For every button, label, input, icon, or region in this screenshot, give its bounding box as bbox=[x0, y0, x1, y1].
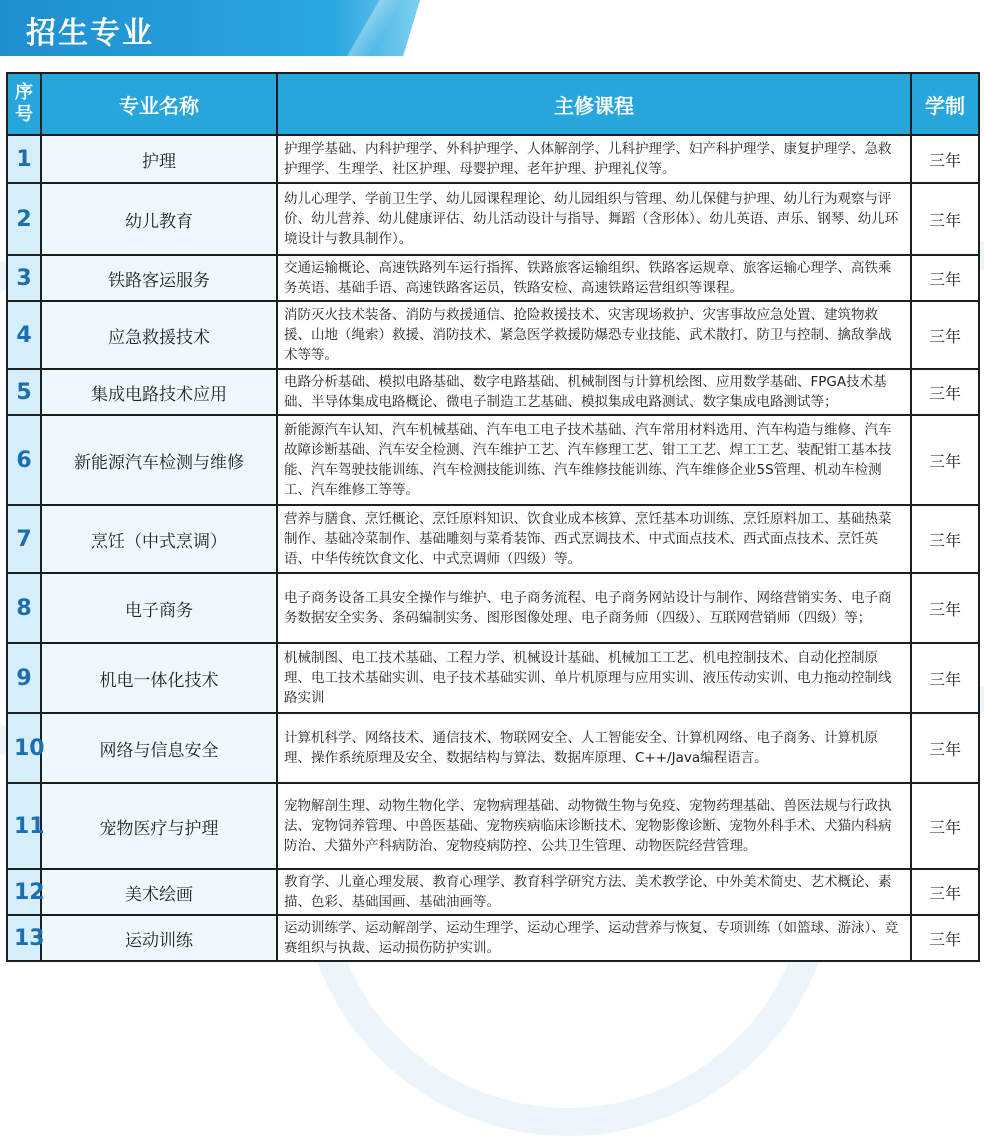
row-number: 11 bbox=[7, 783, 41, 869]
table-header-row bbox=[7, 73, 979, 135]
table-row bbox=[7, 713, 979, 783]
major-name: 新能源汽车检测与维修 bbox=[41, 415, 277, 505]
major-name: 运动训练 bbox=[41, 915, 277, 961]
course-list: 宠物解剖生理、动物生物化学、宠物病理基础、动物微生物与免疫、宠物药理基础、兽医法规与行政执法、宠物饲养管理、中兽医基础、宠物疾病临床诊断技术、宠物影像诊断、宠物外科手术、犬猫内科病防治、犬猫外产科病防治、宠物疫病防控、公共卫生管理、动物医院经营管理。 bbox=[277, 783, 911, 869]
header-courses: 主修课程 bbox=[277, 73, 911, 135]
table-row bbox=[7, 255, 979, 301]
course-list: 消防灭火技术装备、消防与救援通信、抢险救援技术、灾害现场救护、灾害事故应急处置、建筑物救援、山地（绳索）救援、消防技术、紧急医学救援防爆恐专业技能、武术散打、防卫与控制、擒敌拳战术等等。 bbox=[277, 301, 911, 369]
table-row bbox=[7, 415, 979, 505]
row-number: 2 bbox=[7, 183, 41, 255]
table-row bbox=[7, 183, 979, 255]
row-number: 1 bbox=[7, 135, 41, 183]
course-list: 幼儿心理学、学前卫生学、幼儿园课程理论、幼儿园组织与管理、幼儿保健与护理、幼儿行为观察与评价、幼儿营养、幼儿健康评估、幼儿活动设计与指导、舞蹈（含形体）、幼儿英语、声乐、钢琴、幼儿环境设计与教具制作）。 bbox=[277, 183, 911, 255]
course-list: 电路分析基础、模拟电路基础、数字电路基础、机械制图与计算机绘图、应用数学基础、FPGA技术基础、半导体集成电路概论、微电子制造工艺基础、模拟集成电路测试、数字集成电路测试等； bbox=[277, 369, 911, 415]
major-name: 幼儿教育 bbox=[41, 183, 277, 255]
table-row bbox=[7, 643, 979, 713]
banner-accent bbox=[330, 0, 420, 56]
course-list: 营养与膳食、烹饪概论、烹饪原料知识、饮食业成本核算、烹饪基本功训练、烹饪原料加工、基础热菜制作、基础冷菜制作、基础雕刻与菜肴装饰、西式烹调技术、中式面点技术、西式面点技术、烹饪英语、中华传统饮食文化、中式烹调师（四级）等。 bbox=[277, 505, 911, 573]
table-row bbox=[7, 135, 979, 183]
duration: 三年 bbox=[911, 915, 979, 961]
table-row bbox=[7, 915, 979, 961]
major-name: 宠物医疗与护理 bbox=[41, 783, 277, 869]
course-list: 机械制图、电工技术基础、工程力学、机械设计基础、机械加工工艺、机电控制技术、自动化控制原理、电工技术基础实训、电子技术基础实训、单片机原理与应用实训、液压传动实训、电力拖动控制线路实训 bbox=[277, 643, 911, 713]
duration: 三年 bbox=[911, 135, 979, 183]
table-row bbox=[7, 301, 979, 369]
major-name: 护理 bbox=[41, 135, 277, 183]
row-number: 12 bbox=[7, 869, 41, 915]
course-list: 教育学、儿童心理发展、教育心理学、教育科学研究方法、美术教学论、中外美术简史、艺术概论、素描、色彩、基础国画、基础油画等。 bbox=[277, 869, 911, 915]
duration: 三年 bbox=[911, 573, 979, 643]
duration: 三年 bbox=[911, 869, 979, 915]
duration: 三年 bbox=[911, 255, 979, 301]
duration: 三年 bbox=[911, 713, 979, 783]
header-major: 专业名称 bbox=[41, 73, 277, 135]
row-number: 5 bbox=[7, 369, 41, 415]
duration: 三年 bbox=[911, 415, 979, 505]
major-name: 应急救援技术 bbox=[41, 301, 277, 369]
row-number: 10 bbox=[7, 713, 41, 783]
course-list: 护理学基础、内科护理学、外科护理学、人体解剖学、儿科护理学、妇产科护理学、康复护理学、急救护理学、生理学、社区护理、母婴护理、老年护理、护理礼仪等。 bbox=[277, 135, 911, 183]
duration: 三年 bbox=[911, 183, 979, 255]
header-duration: 学制 bbox=[911, 73, 979, 135]
duration: 三年 bbox=[911, 505, 979, 573]
row-number: 7 bbox=[7, 505, 41, 573]
row-number: 9 bbox=[7, 643, 41, 713]
table-row bbox=[7, 783, 979, 869]
course-list: 电子商务设备工具安全操作与维护、电子商务流程、电子商务网站设计与制作、网络营销实务、电子商务数据安全实务、条码编制实务、图形图像处理、电子商务师（四级）、互联网营销师（四级）等； bbox=[277, 573, 911, 643]
major-name: 烹饪（中式烹调） bbox=[41, 505, 277, 573]
duration: 三年 bbox=[911, 643, 979, 713]
duration: 三年 bbox=[911, 783, 979, 869]
course-list: 运动训练学、运动解剖学、运动生理学、运动心理学、运动营养与恢复、专项训练（如篮球、游泳）、竞赛组织与执裁、运动损伤防护实训。 bbox=[277, 915, 911, 961]
row-number: 6 bbox=[7, 415, 41, 505]
table-row bbox=[7, 505, 979, 573]
major-name: 铁路客运服务 bbox=[41, 255, 277, 301]
major-name: 电子商务 bbox=[41, 573, 277, 643]
duration: 三年 bbox=[911, 369, 979, 415]
row-number: 3 bbox=[7, 255, 41, 301]
major-name: 网络与信息安全 bbox=[41, 713, 277, 783]
section-title: 招生专业 bbox=[26, 16, 154, 51]
course-list: 新能源汽车认知、汽车机械基础、汽车电工电子技术基础、汽车常用材料选用、汽车构造与维修、汽车故障诊断基础、汽车安全检测、汽车维护工艺、汽车修理工艺、钳工工艺、焊工工艺、装配钳工基本技能、汽车驾驶技能训练、汽车检测技能训练、汽车维修技能训练、汽车维修企业5S管理、机动车检测工、汽车维修工等等。 bbox=[277, 415, 911, 505]
major-name: 机电一体化技术 bbox=[41, 643, 277, 713]
course-list: 交通运输概论、高速铁路列车运行指挥、铁路旅客运输组织、铁路客运规章、旅客运输心理学、高铁乘务英语、基础手语、高速铁路客运员，铁路安检、高速铁路运营组织等课程。 bbox=[277, 255, 911, 301]
table-row bbox=[7, 869, 979, 915]
major-name: 美术绘画 bbox=[41, 869, 277, 915]
table-row bbox=[7, 369, 979, 415]
row-number: 13 bbox=[7, 915, 41, 961]
table-row bbox=[7, 573, 979, 643]
majors-table bbox=[6, 72, 980, 962]
row-number: 4 bbox=[7, 301, 41, 369]
row-number: 8 bbox=[7, 573, 41, 643]
header-index: 序号 bbox=[7, 73, 41, 135]
course-list: 计算机科学、网络技术、通信技术、物联网安全、人工智能安全、计算机网络、电子商务、计算机原理、操作系统原理及安全、数据结构与算法、数据库原理、C++/Java编程语言。 bbox=[277, 713, 911, 783]
duration: 三年 bbox=[911, 301, 979, 369]
major-name: 集成电路技术应用 bbox=[41, 369, 277, 415]
